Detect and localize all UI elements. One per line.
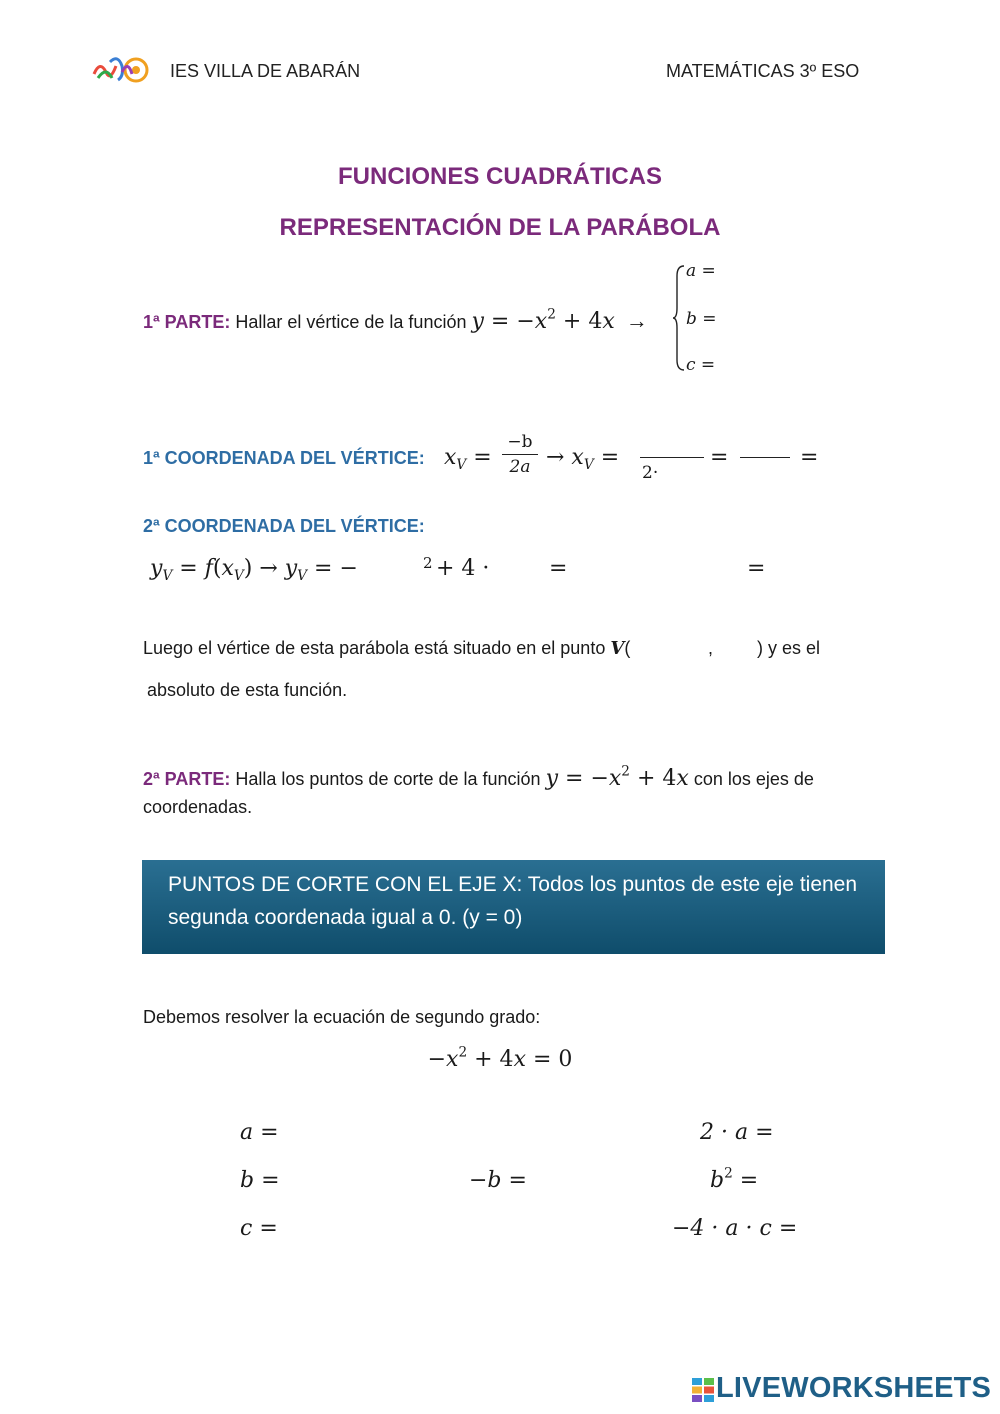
part2-text-2: con los ejes de (693, 769, 814, 789)
equals-sign: = (549, 556, 568, 581)
equals-sign: = (710, 445, 729, 470)
page-subtitle: REPRESENTACIÓN DE LA PARÁBOLA (279, 214, 721, 241)
part2-function: $y = -x^2 + 4x$ (545, 763, 689, 791)
table-c: c = (240, 1216, 278, 1241)
liveworksheets-brand[interactable]: LIVEWORKSHEETS (716, 1372, 992, 1404)
left-brace-icon (672, 262, 686, 374)
subject-name: MATEMÁTICAS 3º ESO (666, 61, 860, 81)
vertex-letter: V (610, 638, 625, 659)
banner-text: PUNTOS DE CORTE CON EL EJE X: Todos los puntos de este eje tienen segunda coordenada igual a 0. (y = 0) (168, 873, 858, 929)
table-a: a = (240, 1120, 279, 1145)
xv-fraction (502, 432, 538, 477)
fraction-numerator: −b (507, 432, 533, 452)
x-axis-banner (142, 860, 885, 954)
equals-sign: = (800, 445, 819, 470)
school-name: IES VILLA DE ABARÁN (170, 61, 361, 81)
part1-function: $y = -x^2 + 4x$ (471, 306, 615, 334)
coord2-label: 2ª COORDENADA DEL VÉRTICE: (143, 516, 425, 536)
plus-four-dot: + 4 · (436, 556, 490, 581)
coord1-label: 1ª COORDENADA DEL VÉRTICE: (143, 448, 425, 468)
coef-a-label: a = (686, 261, 716, 281)
part1-text: Hallar el vértice de la función (235, 312, 467, 332)
part2-label: 2ª PARTE: (143, 769, 231, 789)
vertex-sentence (143, 638, 630, 659)
part1-statement (143, 308, 648, 334)
equals-sign: = (747, 556, 766, 581)
school-logo (92, 52, 150, 88)
xv-symbol: $x_V$ = (444, 445, 492, 473)
coef-b-label: b = (686, 309, 717, 329)
coef-c-label: c = (686, 355, 716, 375)
part2-text: Halla los puntos de corte de la función (235, 769, 541, 789)
table-two-a: 2 · a = (700, 1120, 774, 1145)
part2-text-3: coordenadas. (143, 797, 253, 817)
part1-label: 1ª PARTE: (143, 312, 231, 332)
vertex-text: Luego el vértice de esta parábola está situado en el punto (143, 638, 606, 658)
xv-fraction-line-1 (640, 457, 704, 458)
arrow-icon: → (619, 308, 648, 333)
xv-arrow: → $x_V$ = (546, 445, 620, 473)
part2-statement (143, 763, 814, 791)
vertex-text-2: absoluto de esta función. (147, 680, 348, 700)
vertex-paren-open: ( (624, 638, 631, 658)
xv-fraction-line-2 (740, 457, 790, 458)
vertex-comma: , (708, 638, 714, 658)
fraction-denominator: 2a (509, 457, 531, 477)
yv-formula: $y_V = f(x_V) \to y_V$ = − (150, 556, 358, 584)
liveworksheets-logo (692, 1378, 714, 1402)
table-b-squared: $b^2$ = (710, 1165, 759, 1193)
minus-sign: − (339, 556, 358, 581)
exponent-2: 2 (423, 554, 433, 572)
table-b: b = (240, 1168, 280, 1193)
page-title: FUNCIONES CUADRÁTICAS (338, 163, 662, 190)
table-minus-four-ac: −4 · a · c = (672, 1216, 798, 1241)
equation-intro: Debemos resolver la ecuación de segundo grado: (143, 1007, 541, 1027)
vertex-paren-close: ) y es el (757, 638, 821, 658)
quadratic-equation: $-x^2 + 4x = 0$ (427, 1044, 573, 1072)
xv-denominator-2: 2· (642, 463, 659, 483)
table-neg-b: −b = (469, 1168, 527, 1193)
